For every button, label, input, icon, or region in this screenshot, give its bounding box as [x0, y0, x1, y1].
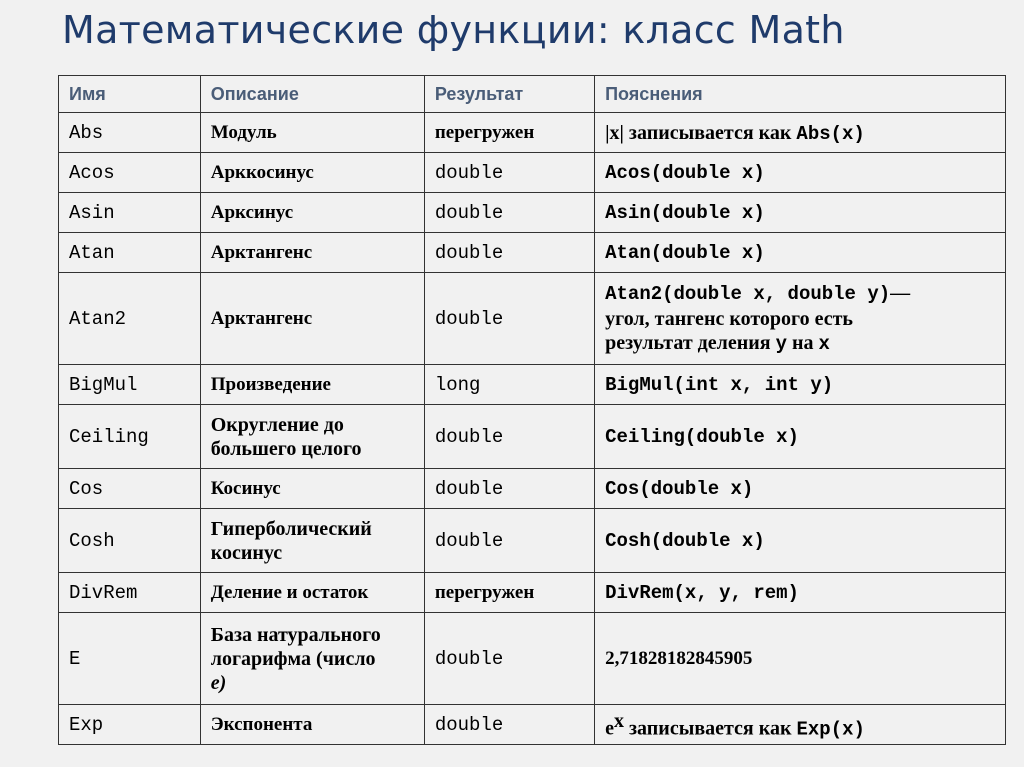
- table-row: [59, 469, 1006, 509]
- func-result: long: [424, 365, 594, 405]
- note-code: Abs(x): [796, 122, 865, 145]
- note-line: угол, тангенс которого есть: [605, 307, 853, 330]
- header-description: Описание: [200, 76, 424, 113]
- table-row: [59, 233, 1006, 273]
- func-note: [595, 273, 1006, 365]
- func-name: Exp: [59, 705, 201, 745]
- desc-line: большего целого: [210, 437, 362, 460]
- note-base: e: [605, 717, 614, 740]
- func-result: double: [424, 469, 594, 509]
- func-result: double: [424, 193, 594, 233]
- table-row: [59, 193, 1006, 233]
- table-row: [59, 113, 1006, 153]
- desc-line: База натурального: [210, 623, 381, 646]
- func-name: Atan2: [59, 273, 201, 365]
- func-name: DivRem: [59, 573, 201, 613]
- note-var-x: x: [818, 332, 830, 355]
- desc-line: e): [210, 671, 227, 694]
- func-name: Abs: [59, 113, 201, 153]
- func-name: Ceiling: [59, 405, 201, 469]
- func-note: Acos(double x): [595, 153, 1006, 193]
- note-var-y: y: [775, 332, 788, 355]
- desc-line: Гиперболический: [210, 517, 372, 540]
- note-line: результат деления: [605, 331, 776, 354]
- func-desc: [200, 405, 424, 469]
- func-note: DivRem(x, y, rem): [595, 573, 1006, 613]
- header-name: Имя: [59, 76, 201, 113]
- desc-line: косинус: [210, 541, 283, 564]
- table-row: [59, 153, 1006, 193]
- func-name: BigMul: [59, 365, 201, 405]
- func-result: double: [424, 405, 594, 469]
- func-desc: Арктангенс: [200, 273, 424, 365]
- table-header-row: [59, 76, 1006, 113]
- func-desc: [200, 613, 424, 705]
- func-name: E: [59, 613, 201, 705]
- note-code: Exp(x): [796, 718, 865, 741]
- func-desc: [200, 509, 424, 573]
- note-sup: x: [614, 709, 624, 732]
- func-desc: Деление и остаток: [200, 573, 424, 613]
- func-note: Atan(double x): [595, 233, 1006, 273]
- func-note: BigMul(int x, int y): [595, 365, 1006, 405]
- func-name: Cos: [59, 469, 201, 509]
- func-note: [595, 705, 1006, 745]
- func-note: Ceiling(double x): [595, 405, 1006, 469]
- func-result: перегружен: [424, 573, 594, 613]
- desc-line: Округление до: [210, 413, 344, 436]
- table-row: [59, 509, 1006, 573]
- func-note: [595, 113, 1006, 153]
- func-note: Cosh(double x): [595, 509, 1006, 573]
- table-row: [59, 705, 1006, 745]
- func-desc: Произведение: [200, 365, 424, 405]
- func-name: Cosh: [59, 509, 201, 573]
- header-notes: Пояснения: [595, 76, 1006, 113]
- func-note: 2,71828182845905: [595, 613, 1006, 705]
- table-row: [59, 365, 1006, 405]
- note-dash: —: [890, 281, 911, 304]
- note-text: |x| записывается как: [605, 121, 797, 144]
- table-row: [59, 405, 1006, 469]
- func-name: Atan: [59, 233, 201, 273]
- note-text: записывается как: [624, 717, 797, 740]
- func-note: Asin(double x): [595, 193, 1006, 233]
- page-title: Математические функции: класс Math: [62, 8, 845, 52]
- func-result: double: [424, 153, 594, 193]
- func-desc: Арксинус: [200, 193, 424, 233]
- func-result: double: [424, 509, 594, 573]
- func-result: double: [424, 705, 594, 745]
- func-desc: Экспонента: [200, 705, 424, 745]
- func-result: перегружен: [424, 113, 594, 153]
- table-row: [59, 613, 1006, 705]
- table-row: [59, 573, 1006, 613]
- func-result: double: [424, 613, 594, 705]
- func-name: Asin: [59, 193, 201, 233]
- func-desc: Модуль: [200, 113, 424, 153]
- note-code: Atan2(double x, double y): [605, 282, 891, 305]
- desc-line: логарифма (число: [210, 647, 376, 670]
- func-desc: Косинус: [200, 469, 424, 509]
- func-note: Cos(double x): [595, 469, 1006, 509]
- functions-table: [58, 75, 1006, 745]
- func-desc: Арктангенс: [200, 233, 424, 273]
- func-desc: Арккосинус: [200, 153, 424, 193]
- func-result: double: [424, 233, 594, 273]
- func-result: double: [424, 273, 594, 365]
- note-line: на: [787, 331, 819, 354]
- func-name: Acos: [59, 153, 201, 193]
- table-row: [59, 273, 1006, 365]
- header-result: Результат: [424, 76, 594, 113]
